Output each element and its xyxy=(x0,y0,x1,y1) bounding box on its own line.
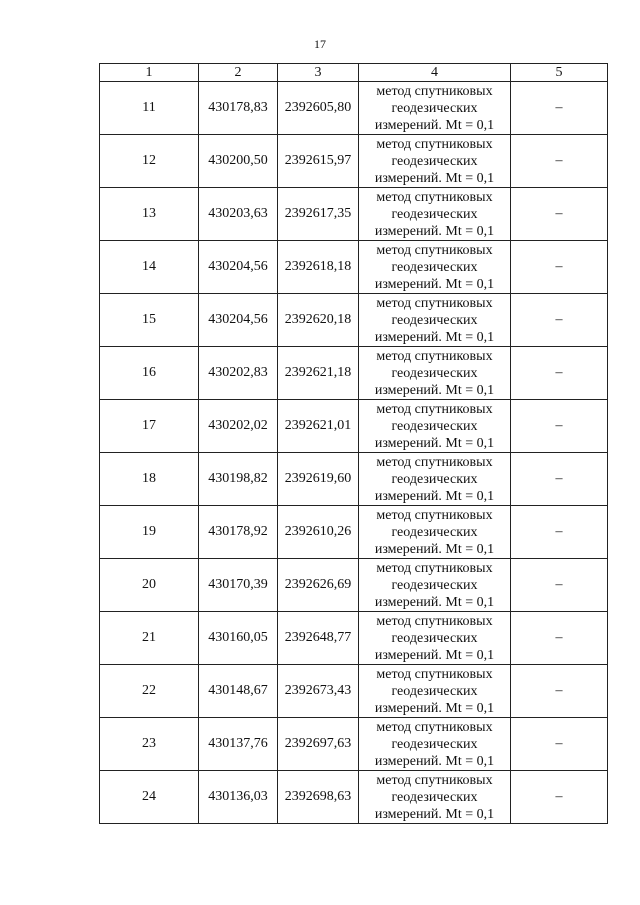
note-cell: – xyxy=(511,612,608,665)
coordinate-y-cell: 2392619,60 xyxy=(278,453,359,506)
table-row xyxy=(100,453,608,506)
method-line: метод спутниковых xyxy=(376,507,493,523)
method-line: метод спутниковых xyxy=(376,83,493,99)
table-row xyxy=(100,294,608,347)
method-line: измерений. Mt = 0,1 xyxy=(374,594,495,610)
point-number-cell: 18 xyxy=(100,453,199,506)
method-line: измерений. Mt = 0,1 xyxy=(374,753,495,769)
method-line: геодезических xyxy=(391,789,478,805)
method-line: геодезических xyxy=(391,153,478,169)
method-line: геодезических xyxy=(391,365,478,381)
coordinate-y-cell: 2392615,97 xyxy=(278,135,359,188)
point-number-cell: 22 xyxy=(100,665,199,718)
method-line: метод спутниковых xyxy=(376,613,493,629)
method-line: измерений. Mt = 0,1 xyxy=(374,488,495,504)
coordinate-y-cell: 2392610,26 xyxy=(278,506,359,559)
method-cell xyxy=(359,506,511,559)
method-line: геодезических xyxy=(391,683,478,699)
table-row xyxy=(100,665,608,718)
coordinate-y-cell: 2392648,77 xyxy=(278,612,359,665)
method-line: геодезических xyxy=(391,100,478,116)
method-line: измерений. Mt = 0,1 xyxy=(374,170,495,186)
coordinate-x-cell: 430178,83 xyxy=(199,82,278,135)
method-line: измерений. Mt = 0,1 xyxy=(374,541,495,557)
point-number-cell: 14 xyxy=(100,241,199,294)
method-line: метод спутниковых xyxy=(376,666,493,682)
note-cell: – xyxy=(511,718,608,771)
coordinate-y-cell: 2392626,69 xyxy=(278,559,359,612)
method-cell xyxy=(359,771,511,824)
coordinate-y-cell: 2392621,18 xyxy=(278,347,359,400)
method-line: геодезических xyxy=(391,524,478,540)
coordinate-x-cell: 430204,56 xyxy=(199,294,278,347)
note-cell: – xyxy=(511,82,608,135)
table-header-row xyxy=(100,64,608,82)
header-col-3: 3 xyxy=(278,64,359,82)
point-number-cell: 23 xyxy=(100,718,199,771)
method-line: измерений. Mt = 0,1 xyxy=(374,223,495,239)
table-row xyxy=(100,241,608,294)
coordinate-y-cell: 2392618,18 xyxy=(278,241,359,294)
coordinate-y-cell: 2392620,18 xyxy=(278,294,359,347)
header-col-1: 1 xyxy=(100,64,199,82)
table-row xyxy=(100,135,608,188)
method-line: измерений. Mt = 0,1 xyxy=(374,806,495,822)
point-number-cell: 11 xyxy=(100,82,199,135)
table-row xyxy=(100,718,608,771)
coordinate-x-cell: 430148,67 xyxy=(199,665,278,718)
coordinate-x-cell: 430178,92 xyxy=(199,506,278,559)
method-cell xyxy=(359,82,511,135)
note-cell: – xyxy=(511,347,608,400)
method-line: метод спутниковых xyxy=(376,772,493,788)
method-line: измерений. Mt = 0,1 xyxy=(374,435,495,451)
header-col-2: 2 xyxy=(199,64,278,82)
coordinate-y-cell: 2392621,01 xyxy=(278,400,359,453)
note-cell: – xyxy=(511,771,608,824)
method-line: метод спутниковых xyxy=(376,136,493,152)
point-number-cell: 20 xyxy=(100,559,199,612)
method-line: геодезических xyxy=(391,577,478,593)
note-cell: – xyxy=(511,294,608,347)
method-line: геодезических xyxy=(391,312,478,328)
method-line: геодезических xyxy=(391,259,478,275)
header-col-5: 5 xyxy=(511,64,608,82)
point-number-cell: 13 xyxy=(100,188,199,241)
table-body xyxy=(100,82,608,824)
coordinate-x-cell: 430137,76 xyxy=(199,718,278,771)
method-cell xyxy=(359,559,511,612)
method-line: измерений. Mt = 0,1 xyxy=(374,329,495,345)
method-line: геодезических xyxy=(391,418,478,434)
method-cell xyxy=(359,188,511,241)
table-row xyxy=(100,347,608,400)
point-number-cell: 24 xyxy=(100,771,199,824)
coordinate-x-cell: 430200,50 xyxy=(199,135,278,188)
method-cell xyxy=(359,294,511,347)
coordinate-x-cell: 430202,02 xyxy=(199,400,278,453)
table-row xyxy=(100,506,608,559)
method-cell xyxy=(359,612,511,665)
coordinate-y-cell: 2392673,43 xyxy=(278,665,359,718)
note-cell: – xyxy=(511,559,608,612)
method-cell xyxy=(359,400,511,453)
method-line: измерений. Mt = 0,1 xyxy=(374,382,495,398)
coordinate-x-cell: 430202,83 xyxy=(199,347,278,400)
method-line: метод спутниковых xyxy=(376,719,493,735)
note-cell: – xyxy=(511,241,608,294)
note-cell: – xyxy=(511,665,608,718)
method-line: метод спутниковых xyxy=(376,242,493,258)
method-line: метод спутниковых xyxy=(376,189,493,205)
header-col-4: 4 xyxy=(359,64,511,82)
coordinate-y-cell: 2392698,63 xyxy=(278,771,359,824)
method-cell xyxy=(359,135,511,188)
table-row xyxy=(100,771,608,824)
point-number-cell: 15 xyxy=(100,294,199,347)
method-cell xyxy=(359,453,511,506)
coordinate-x-cell: 430160,05 xyxy=(199,612,278,665)
method-cell xyxy=(359,718,511,771)
note-cell: – xyxy=(511,135,608,188)
method-cell xyxy=(359,241,511,294)
method-line: измерений. Mt = 0,1 xyxy=(374,700,495,716)
method-line: геодезических xyxy=(391,736,478,752)
method-line: метод спутниковых xyxy=(376,348,493,364)
note-cell: – xyxy=(511,506,608,559)
page-number: 17 xyxy=(314,37,326,51)
method-line: метод спутниковых xyxy=(376,295,493,311)
table-row xyxy=(100,82,608,135)
coordinate-y-cell: 2392617,35 xyxy=(278,188,359,241)
method-line: геодезических xyxy=(391,630,478,646)
method-cell xyxy=(359,665,511,718)
coordinate-x-cell: 430136,03 xyxy=(199,771,278,824)
method-cell xyxy=(359,347,511,400)
coordinate-x-cell: 430198,82 xyxy=(199,453,278,506)
method-line: измерений. Mt = 0,1 xyxy=(374,117,495,133)
coordinate-x-cell: 430170,39 xyxy=(199,559,278,612)
method-line: метод спутниковых xyxy=(376,560,493,576)
table-row xyxy=(100,400,608,453)
table-row xyxy=(100,612,608,665)
coordinate-x-cell: 430203,63 xyxy=(199,188,278,241)
method-line: измерений. Mt = 0,1 xyxy=(374,647,495,663)
point-number-cell: 19 xyxy=(100,506,199,559)
method-line: метод спутниковых xyxy=(376,454,493,470)
note-cell: – xyxy=(511,453,608,506)
coordinate-y-cell: 2392605,80 xyxy=(278,82,359,135)
point-number-cell: 16 xyxy=(100,347,199,400)
point-number-cell: 21 xyxy=(100,612,199,665)
table-row xyxy=(100,188,608,241)
note-cell: – xyxy=(511,400,608,453)
table-row xyxy=(100,559,608,612)
coordinates-table xyxy=(99,63,608,824)
method-line: метод спутниковых xyxy=(376,401,493,417)
method-line: геодезических xyxy=(391,206,478,222)
note-cell: – xyxy=(511,188,608,241)
method-line: геодезических xyxy=(391,471,478,487)
point-number-cell: 17 xyxy=(100,400,199,453)
coordinate-y-cell: 2392697,63 xyxy=(278,718,359,771)
point-number-cell: 12 xyxy=(100,135,199,188)
coordinate-x-cell: 430204,56 xyxy=(199,241,278,294)
method-line: измерений. Mt = 0,1 xyxy=(374,276,495,292)
